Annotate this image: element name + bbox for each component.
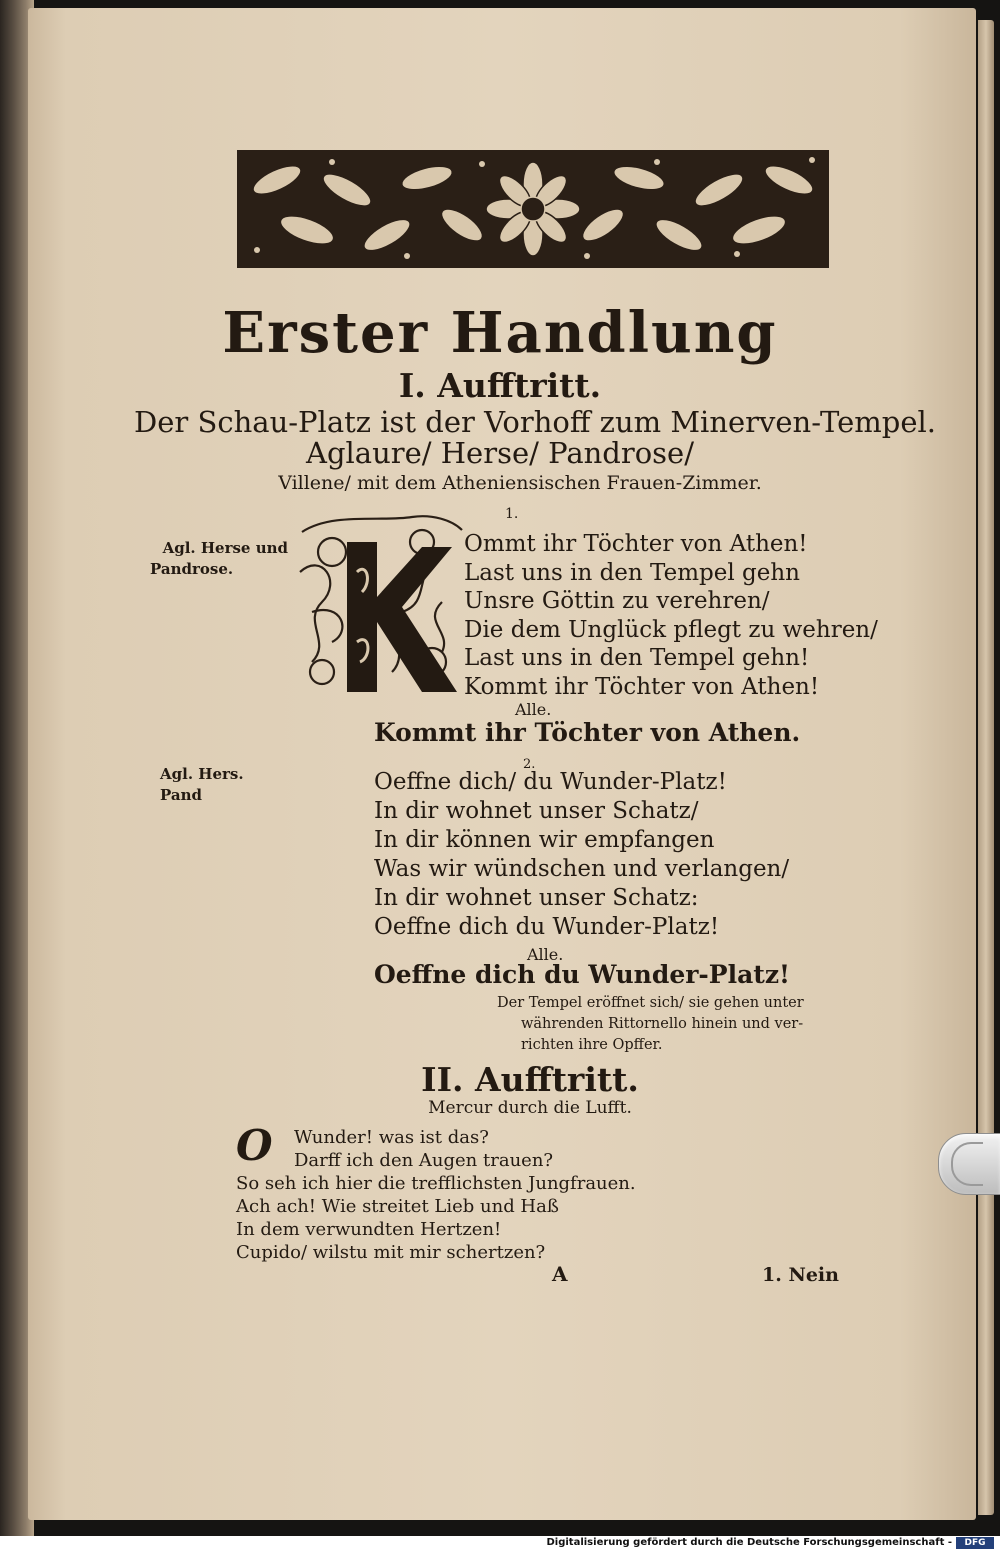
page-turn-tab[interactable] [938, 1133, 1000, 1195]
stanza-number-2: 2. [523, 757, 536, 772]
verse-line: In dir können wir empfangen [374, 827, 715, 853]
speaker-label-mercur: Mercur durch die Lufft. [428, 1098, 632, 1118]
verse-scene-2 [236, 1126, 636, 1264]
act-title: Erster Handlung [222, 300, 778, 366]
speaker-label-1 [150, 538, 288, 580]
verse-line: Kommt ihr Töchter von Athen! [464, 673, 820, 700]
signature-mark: A [552, 1262, 568, 1286]
footer-bar [0, 1536, 1000, 1551]
verse-stanza-1 [464, 530, 878, 701]
verse-line: Ach ach! Wie streitet Lieb und Haß [236, 1196, 559, 1217]
stage-direction-line: richten ihre Opffer. [521, 1037, 663, 1053]
speaker-line: Pandrose. [150, 560, 234, 578]
verse-line: Was wir wündschen und verlangen/ [374, 856, 790, 882]
stanza-number-1: 1. [505, 506, 519, 522]
verse-line: In dir wohnet unser Schatz/ [374, 798, 699, 824]
funding-credit: Digitalisierung gefördert durch die Deutsche Forschungsgemeinschaft - [546, 1537, 952, 1548]
scene-heading-2: II. Aufftritt. [421, 1060, 639, 1099]
verse-line: Darff ich den Augen trauen? [294, 1150, 554, 1171]
stage-direction [497, 993, 804, 1056]
verse-line: Last uns in den Tempel gehn [464, 559, 800, 586]
chorus-refrain-1: Kommt ihr Töchter von Athen. [374, 718, 801, 747]
dramatis-personae-cont: Villene/ mit dem Atheniensischen Frauen-Zimmer. [278, 472, 762, 494]
verse-line: Oeffne dich/ du Wunder-Platz! [374, 769, 727, 795]
stage-direction-line: währenden Rittornello hinein und ver- [521, 1016, 804, 1032]
decorated-initial-k [292, 512, 466, 698]
page-edges [978, 20, 994, 1515]
speaker-label-2: Agl. Hers. Pand [160, 765, 244, 804]
chorus-label-1: Alle. [515, 700, 552, 719]
chorus-label-2: Alle. [527, 945, 564, 964]
verse-line: So seh ich hier die trefflichsten Jungfrauen. [236, 1173, 636, 1194]
verse-line: Unsre Göttin zu verehren/ [464, 588, 770, 614]
speaker-line: Agl. Herse und [162, 539, 288, 557]
verse-line: Last uns in den Tempel gehn! [464, 645, 810, 671]
verse-line: In dem verwundten Hertzen! [236, 1219, 502, 1240]
verse-line: Wunder! was ist das? [294, 1127, 489, 1148]
stage-direction-line: Der Tempel eröffnet sich/ sie gehen unter [497, 995, 804, 1011]
scene-heading-1: I. Aufftritt. [398, 366, 602, 405]
verse-line: Die dem Unglück pflegt zu wehren/ [464, 616, 878, 643]
verse-line: Ommt ihr Töchter von Athen! [464, 531, 808, 557]
chorus-refrain-2: Oeffne dich du Wunder-Platz! [374, 960, 790, 989]
verse-line: Cupido/ wilstu mit mir schertzen? [236, 1242, 546, 1263]
catchword: 1. Nein [762, 1264, 839, 1286]
floral-headpiece-ornament [237, 150, 829, 268]
verse-stanza-2 [374, 768, 789, 942]
dramatis-personae: Aglaure/ Herse/ Pandrose/ [306, 436, 694, 470]
dfg-logo[interactable]: DFG [956, 1537, 994, 1549]
decorated-initial-o: O [236, 1121, 273, 1170]
stage-setting: Der Schau-Platz ist der Vorhoff zum Minerven-Tempel. [134, 405, 936, 439]
verse-line: In dir wohnet unser Schatz: [374, 885, 699, 911]
verse-line: Oeffne dich du Wunder-Platz! [374, 914, 720, 940]
